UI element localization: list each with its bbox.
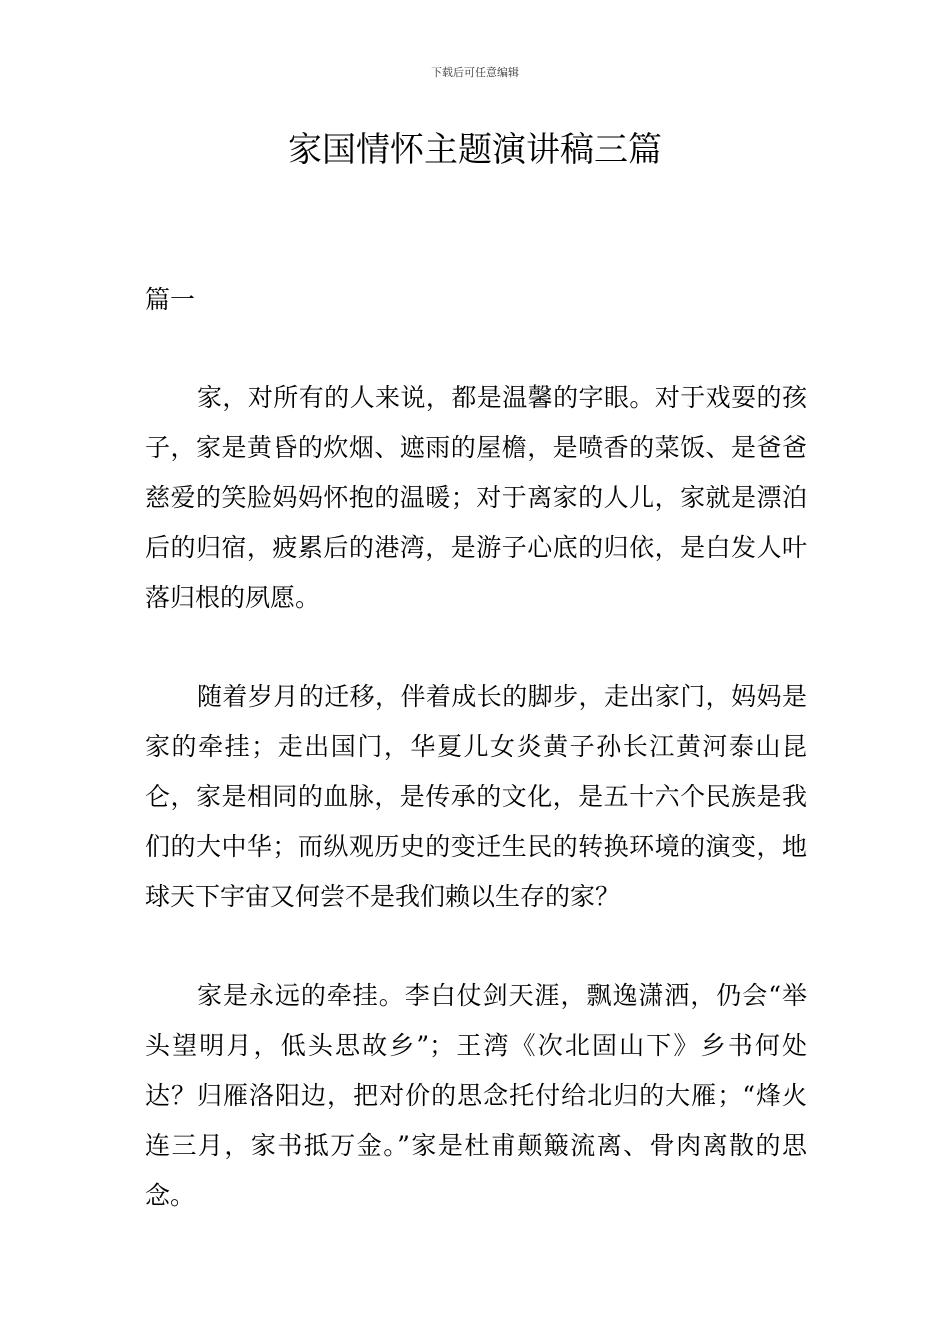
paragraph-2: 随着岁月的迁移，伴着成长的脚步，走出家门，妈妈是家的牵挂；走出国门，华夏儿女炎黄子孙长江黄河泰山昆仑，家是相同的血脉，是传承的文化，是五十六个民族是我们的大中华；而纵观历史的变迁生民的转换环境的演变，地球天下宇宙又何尝不是我们赖以生存的家？ xyxy=(145,682,807,911)
document-title: 家国情怀主题演讲稿三篇 xyxy=(288,130,662,170)
header-note: 下载后可任意编辑 xyxy=(431,66,519,79)
paragraph-3: 家是永远的牵挂。李白仗剑天涯，飘逸潇洒，仍会“举头望明月，低头思故乡”；王湾《次北固山下》乡书何处达？归雁洛阳边，把对价的思念托付给北归的大雁；“烽火连三月，家书抵万金。”家是杜甫颠簸流离、骨肉离散的思念。 xyxy=(145,981,807,1210)
paragraph-1: 家，对所有的人来说，都是温馨的字眼。对于戏耍的孩子，家是黄昏的炊烟、遮雨的屋檐，是喷香的菜饭、是爸爸慈爱的笑脸妈妈怀抱的温暖；对于离家的人儿，家就是漂泊后的归宿，疲累后的港湾，是游子心底的归依，是白发人叶落归根的夙愿。 xyxy=(145,383,807,612)
section-heading: 篇一 xyxy=(145,285,196,314)
